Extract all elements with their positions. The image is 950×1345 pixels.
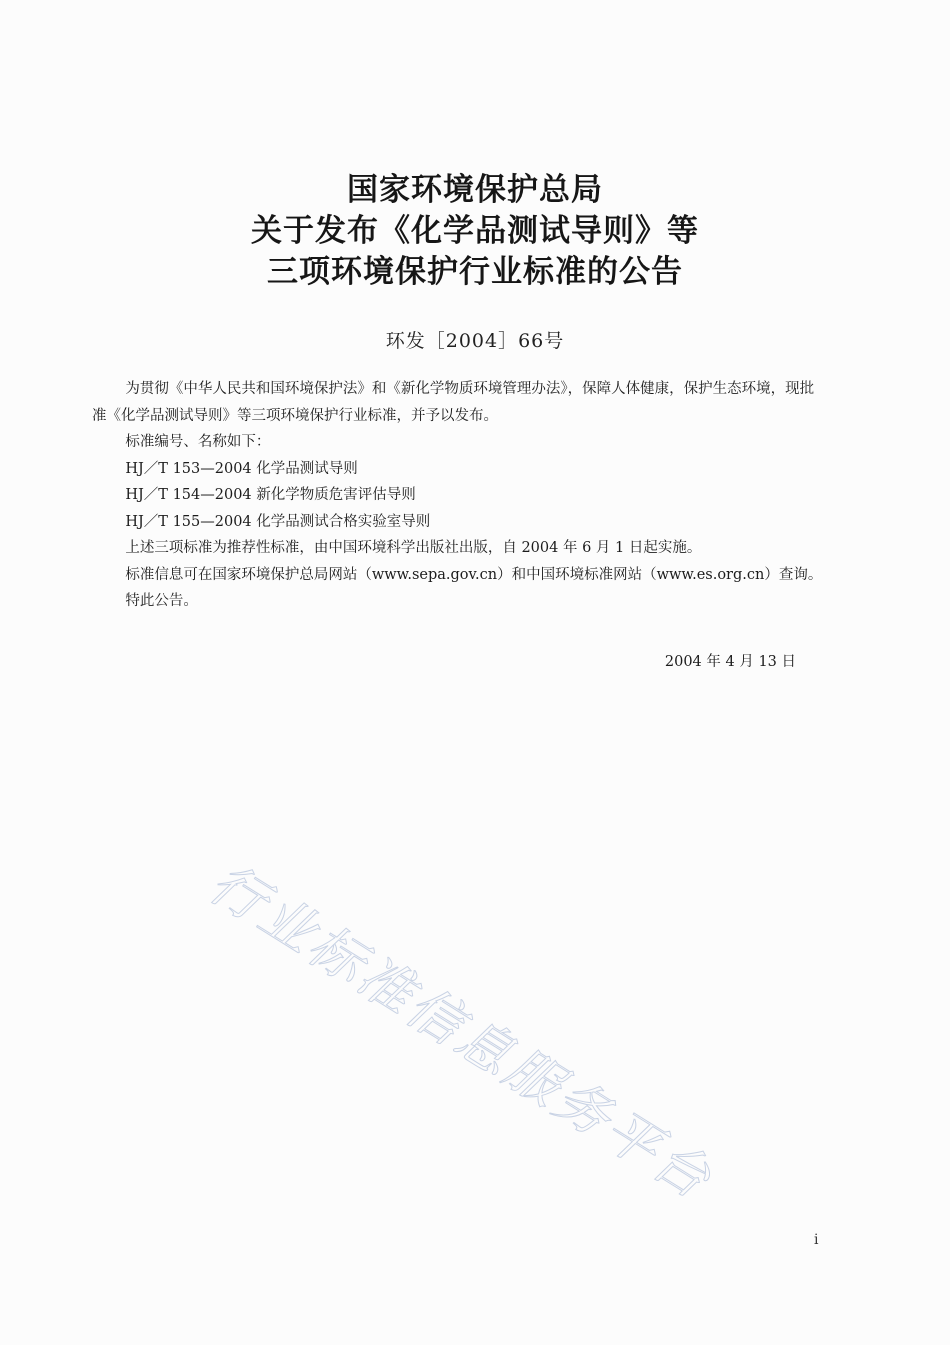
paragraph-closing: 特此公告。 — [125, 593, 198, 609]
title-line-2: 关于发布《化学品测试导则》等 — [251, 213, 699, 249]
paragraph-implementation: 上述三项标准为推荐性标准，由中国环境科学出版社出版，自 2004 年 6 月 1 日起实施。 — [125, 540, 702, 556]
document-number: 环发［2004］66号 — [385, 330, 565, 352]
announcement-title — [0, 170, 950, 293]
paragraph-list-heading: 标准编号、名称如下： — [125, 434, 271, 450]
title-line-3: 三项环境保护行业标准的公告 — [267, 254, 683, 290]
page-number: i — [814, 1232, 819, 1248]
paragraph-websites: 标准信息可在国家环境保护总局网站（www.sepa.gov.cn）和中国环境标准网站（www.es.org.cn）查询。 — [125, 566, 823, 583]
watermark-text: 行业标准信息服务平台 — [198, 851, 725, 1213]
title-line-1: 国家环境保护总局 — [347, 172, 603, 208]
paragraph-intro: 为贯彻《中华人民共和国环境保护法》和《新化学物质环境管理办法》，保障人体健康，保护生态环境，现批准《化学品测试导则》等三项环境保护行业标准，并予以发布。 — [92, 381, 815, 424]
announcement-body — [92, 376, 828, 615]
standard-item-154: HJ／T 154—2004 新化学物质危害评估导则 — [125, 487, 416, 503]
standard-item-153: HJ／T 153—2004 化学品测试导则 — [125, 460, 358, 477]
announcement-date: 2004 年 4 月 13 日 — [664, 654, 796, 670]
standard-item-155: HJ／T 155—2004 化学品测试合格实验室导则 — [125, 513, 431, 530]
